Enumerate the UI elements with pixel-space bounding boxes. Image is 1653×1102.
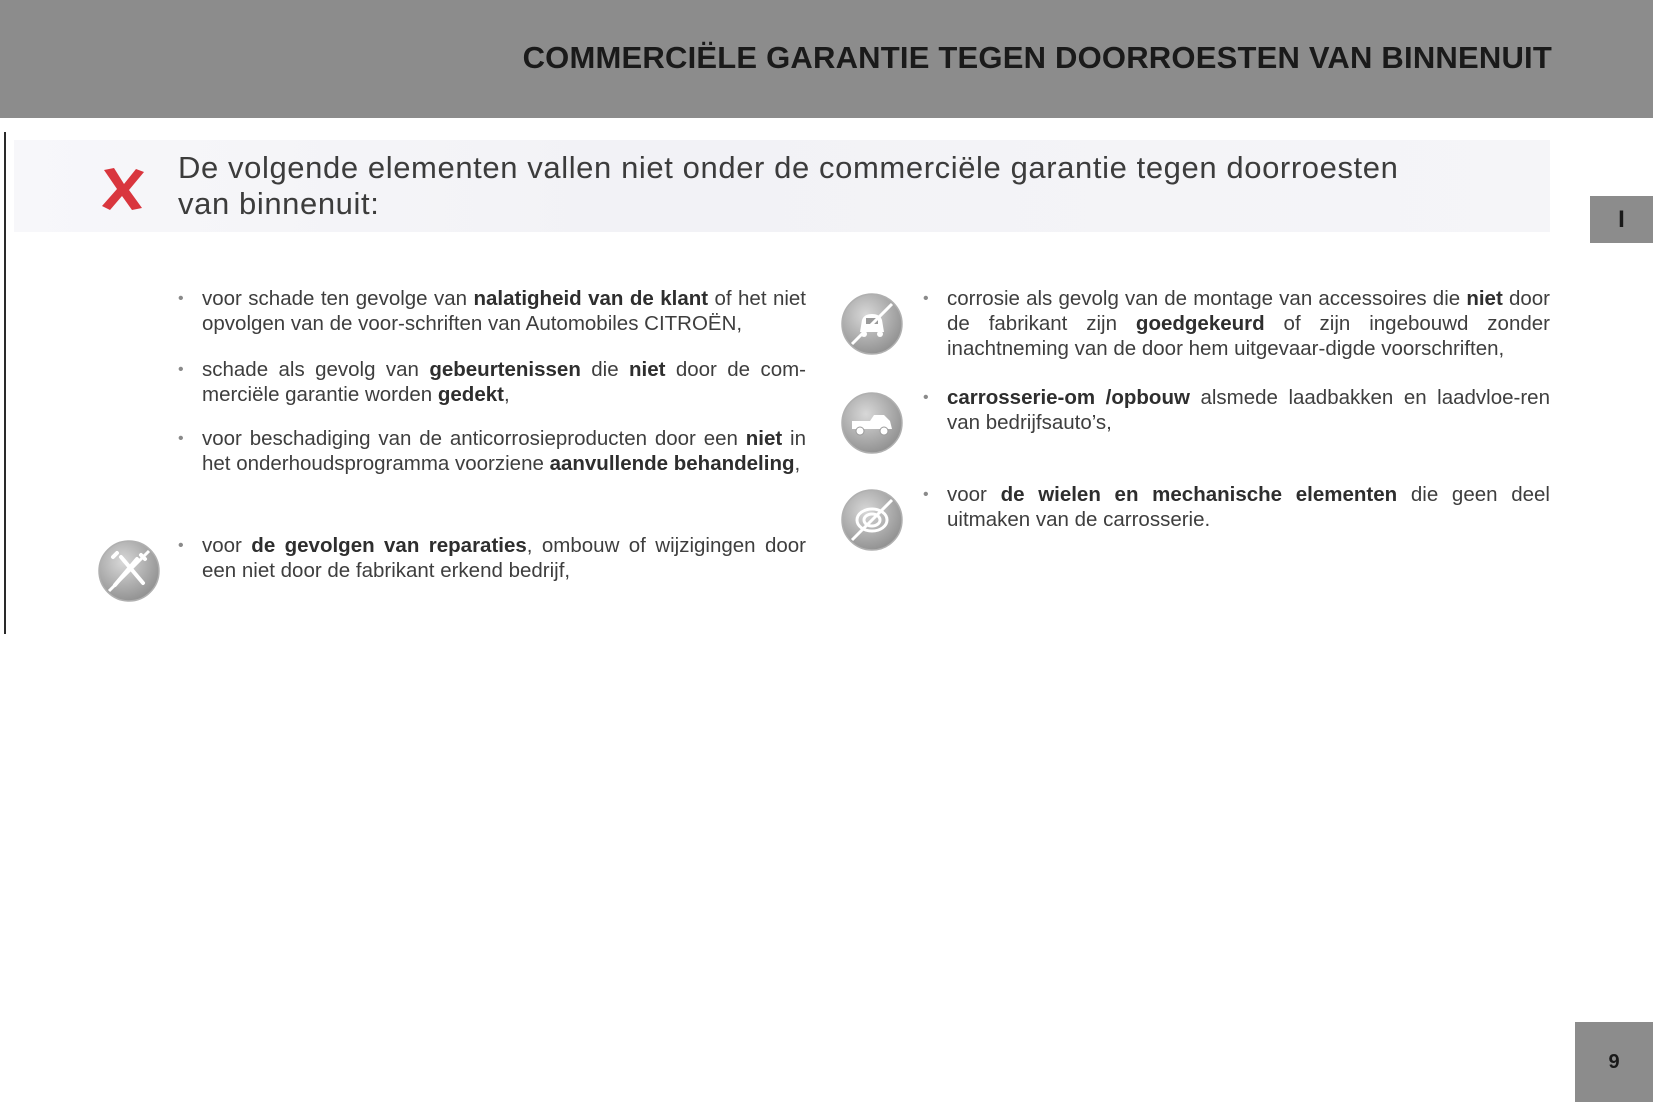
bullet-icon: •: [923, 486, 929, 503]
bullet-icon: •: [923, 389, 929, 406]
page-title: COMMERCIËLE GARANTIE TEGEN DOORROESTEN VAN BINNENUIT: [522, 40, 1552, 75]
item-text-run: in het onderhoudsprogramma voorziene: [202, 427, 807, 475]
item-text-run: voor: [202, 534, 252, 557]
item-text-bold: niet: [745, 427, 783, 450]
page-number: 9: [1575, 1022, 1653, 1102]
list-item: [178, 426, 806, 476]
item-text: [202, 287, 806, 335]
list-item: [923, 286, 1550, 361]
item-text: [202, 534, 806, 582]
item-text-run: die geen deel uitmaken van de carrosserie.: [947, 483, 1550, 531]
item-text: [947, 287, 1550, 360]
item-text-run: schade als gevolg van: [202, 358, 430, 381]
item-text-run: voor beschadiging van de anticorrosieproducten door een: [202, 427, 746, 450]
bullet-icon: •: [178, 290, 184, 307]
bullet-icon: •: [178, 361, 184, 378]
no-accessories-icon: [840, 292, 904, 356]
item-text-run: die: [580, 358, 629, 381]
section-tab: I: [1590, 196, 1653, 243]
item-text-bold: gebeurtenissen: [429, 358, 581, 381]
item-text-run: , ombouw of wijzigingen door een niet door de fabrikant erkend bedrijf,: [202, 534, 807, 582]
item-text-run: of zijn ingebouwd zonder inachtneming van de door hem uitgevaar-digde voorschriften,: [947, 312, 1550, 360]
bullet-icon: •: [178, 430, 184, 447]
no-repairs-icon: [97, 539, 161, 603]
item-text-bold: aanvullende behandeling: [549, 452, 795, 475]
left-margin-rule: [4, 132, 6, 634]
list-item: [178, 286, 806, 336]
item-text-run: corrosie als gevolg van de montage van accessoires die: [947, 287, 1467, 310]
item-text-run: ,: [794, 452, 801, 475]
list-item: [178, 533, 806, 583]
intro-line-1: De volgende elementen vallen niet onder de commerciële garantie tegen doorroesten: [178, 150, 1399, 185]
item-text: [202, 427, 806, 475]
bullet-icon: •: [923, 290, 929, 307]
item-text-run: door de com-merciële garantie worden: [202, 358, 806, 406]
item-text-run: door de fabrikant zijn: [947, 287, 1550, 335]
item-text-run: voor: [947, 483, 1001, 506]
item-text-bold: gedekt: [437, 383, 504, 406]
item-text-bold: nalatigheid van de klant: [473, 287, 709, 310]
item-text: [947, 483, 1550, 531]
page-header: [0, 0, 1653, 118]
intro-text: [178, 150, 1538, 222]
bullet-icon: •: [178, 537, 184, 554]
list-item: [923, 385, 1550, 435]
item-text-bold: de wielen en mechanische elementen: [1000, 483, 1398, 506]
item-text-run: voor schade ten gevolge van: [202, 287, 474, 310]
red-cross-icon: [100, 166, 146, 212]
item-text: [947, 386, 1550, 434]
list-item: [923, 482, 1550, 532]
intro-line-2: van binnenuit:: [178, 186, 380, 221]
item-text: [202, 358, 806, 406]
item-text-bold: de gevolgen van reparaties: [251, 534, 527, 557]
item-text-bold: niet: [629, 358, 666, 381]
item-text-bold: goedgekeurd: [1135, 312, 1265, 335]
item-text-bold: carrosserie-om /opbouw: [947, 386, 1190, 409]
no-wheels-icon: [840, 488, 904, 552]
item-text-run: ,: [503, 383, 510, 406]
pickup-truck-icon: [840, 391, 904, 455]
item-text-run: of het niet opvolgen van de voor-schriften van Automobiles CITROËN,: [202, 287, 807, 335]
item-text-bold: niet: [1466, 287, 1503, 310]
item-text-run: alsmede laadbakken en laadvloe-ren van bedrijfsauto’s,: [947, 386, 1550, 434]
list-item: [178, 357, 806, 407]
